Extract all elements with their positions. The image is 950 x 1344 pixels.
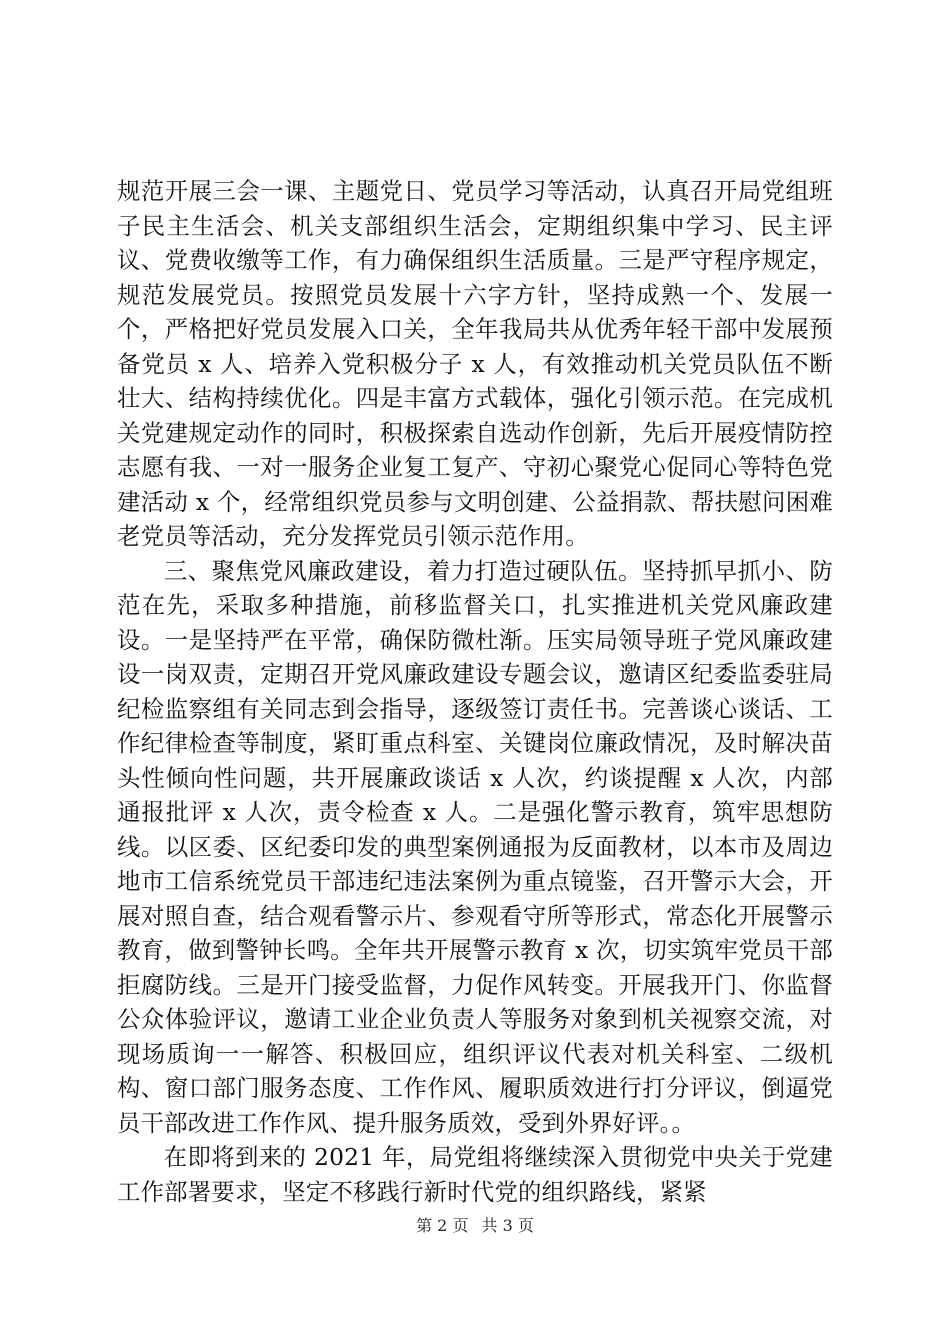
document-body (117, 174, 833, 1209)
paragraph-3: 在即将到来的 2021 年，局党组将继续深入贯彻党中央关于党建工作部署要求，坚定不移践行新时代党的组织路线，紧紧 (117, 1143, 833, 1206)
paragraph-1: 规范开展三会一课、主题党日、党员学习等活动，认真召开局党组班子民主生活会、机关支部组织生活会，定期组织集中学习、民主评议、党费收缴等工作，有力确保组织生活质量。三是严守程序规定，规范发展党员。按照党员发展十六字方针，坚持成熟一个、发展一个，严格把好党员发展入口关，全年我局共从优秀年轻干部中发展预备党员 x 人、培养入党积极分子 x 人，有效推动机关党员队伍不断壮大、结构持续优化。四是丰富方式载体，强化引领示范。在完成机关党建规定动作的同时，积极探索自选动作创新，先后开展疫情防控志愿有我、一对一服务企业复工复产、守初心聚党心促同心等特色党建活动 x 个，经常组织党员参与文明创建、公益捐款、帮扶慰问困难老党员等活动，充分发挥党员引领示范作用。 (117, 177, 833, 550)
page-number: 第 2 页 (416, 1216, 469, 1235)
page-footer (0, 1215, 950, 1237)
page-total: 共 3 页 (481, 1216, 534, 1235)
paragraph-2: 三、聚焦党风廉政建设，着力打造过硬队伍。坚持抓早抓小、防范在先，采取多种措施，前移监督关口，扎实推进机关党风廉政建设。一是坚持严在平常，确保防微杜渐。压实局领导班子党风廉政建设一岗双责，定期召开党风廉政建设专题会议，邀请区纪委监委驻局纪检监察组有关同志到会指导，逐级签订责任书。完善谈心谈话、工作纪律检查等制度，紧盯重点科室、关键岗位廉政情况，及时解决苗头性倾向性问题，共开展廉政谈话 x 人次，约谈提醒 x 人次，内部通报批评 x 人次，责令检查 x 人。二是强化警示教育，筑牢思想防线。以区委、区纪委印发的典型案例通报为反面教材，以本市及周边地市工信系统党员干部违纪违法案例为重点镜鉴，召开警示大会，开展对照自查，结合观看警示片、参观看守所等形式，常态化开展警示教育，做到警钟长鸣。全年共开展警示教育 x 次，切实筑牢党员干部拒腐防线。三是开门接受监督，力促作风转变。开展我开门、你监督公众体验评议，邀请工业企业负责人等服务对象到机关视察交流，对现场质询一一解答、积极回应，组织评议代表对机关科室、二级机构、窗口部门服务态度、工作作风、履职质效进行打分评议，倒逼党员干部改进工作作风、提升服务质效，受到外界好评。。 (117, 556, 833, 1137)
